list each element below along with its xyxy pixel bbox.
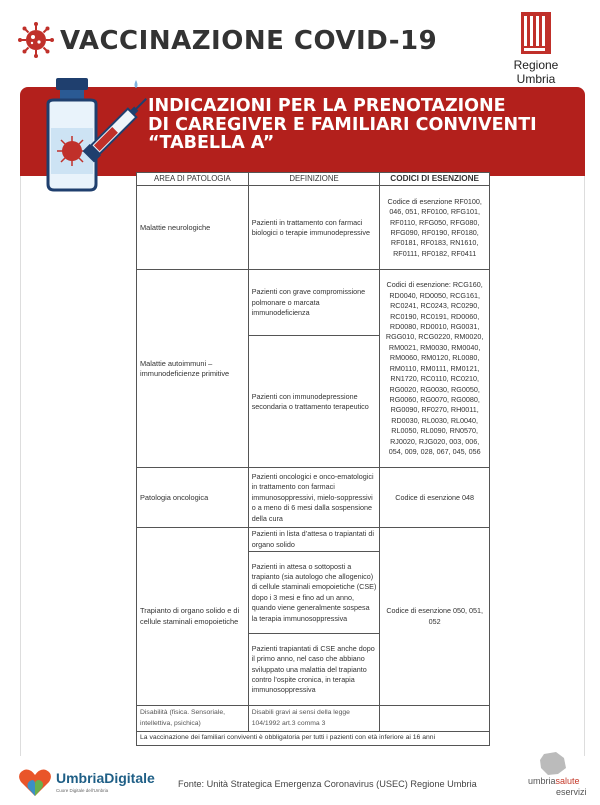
umbria-digitale-subtitle: Cuore Digitale dell'Umbria <box>56 788 109 793</box>
virus-icon <box>18 22 54 58</box>
region-emblem-icon <box>521 12 551 54</box>
table-note: La vaccinazione dei familiari conviventi è obbligatoria per tutti i pazienti con età inferiore ai 16 anni <box>137 732 490 745</box>
umbria-map-icon <box>538 752 568 776</box>
eservizi-text: eservizi <box>556 787 587 797</box>
heart-logo-icon <box>18 768 52 798</box>
source-text: Fonte: Unità Strategica Emergenza Coronavirus (USEC) Regione Umbria <box>178 779 477 789</box>
banner-title <box>148 97 578 153</box>
cell-area: Disabilità (fisica. Sensoriale, intellettiva, psichica) <box>137 706 249 732</box>
cell-def: Pazienti con immunodepressione secondaria o trattamento terapeutico <box>248 336 380 468</box>
region-name: Regione Umbria <box>513 58 559 86</box>
banner-line-3: “TABELLA A” <box>148 133 275 153</box>
header-area: AREA DI PATOLOGIA <box>137 173 249 186</box>
cell-def: Pazienti in lista d’attesa o trapiantati di organo solido <box>248 528 380 552</box>
cell-def: Pazienti trapiantati di CSE anche dopo il primo anno, nel caso che abbiano sviluppato una malattia del trapianto contro l’ospite cronica, in terapia immunosoppressiva <box>248 634 380 706</box>
cell-codes: Codice di esenzione 050, 051, 052 <box>380 528 490 706</box>
region-umbria-logo <box>496 12 576 86</box>
table-row <box>137 468 490 528</box>
cell-def: Pazienti con grave compromissione polmonare o marcata immunodeficienza <box>248 270 380 336</box>
cell-codes: Codice di esenzione 048 <box>380 468 490 528</box>
umbria-digitale-text: UmbriaDigitale <box>56 770 155 786</box>
umbria-salute-logo <box>528 752 598 802</box>
header-definizione: DEFINIZIONE <box>248 173 380 186</box>
cell-codes <box>380 706 490 732</box>
umbria-salute-text: umbriasalute <box>528 776 580 786</box>
cell-area: Malattie neurologiche <box>137 186 249 270</box>
umbria-digitale-logo <box>18 768 158 798</box>
banner-line-2: DI CAREGIVER E FAMILIARI CONVIVENTI <box>148 114 537 135</box>
cell-codes: Codici di esenzione: RCG160, RD0040, RD0050, RCG161, RC0241, RC0243, RC0290, RC0190, RC0191, RD0060, RD0080, RD0010, RG0031, RGG010, RCG0220, RM0020, RM0021, RM0030, RM0040, RM0060, RM0120, RL0080, RM0110, RM0111, RM0121, RN1720, RC0110, RC0210, RG0020, RG0030, RG0050, RG0060, RG0070, RG0080, RG0090, RF0270, RH0011, RD0030, RL0030, RL0040, RL0050, RL0090, RN0570, RJ0020, RJG020, 003, 006, 054, 009, 028, 067, 045, 056 <box>380 270 490 468</box>
cell-def: Pazienti in attesa o sottoposti a trapianto (sia autologo che allogenico) di cellule staminali emopoietiche (CSE) dopo i 3 mesi e fino ad un anno, quando viene generalmente sospesa la terapia immunosoppressiva <box>248 552 380 634</box>
table-row <box>137 270 490 336</box>
tabella-a <box>136 172 490 746</box>
table-header-row <box>137 173 490 186</box>
cell-def: Pazienti in trattamento con farmaci biologici o terapie immunodepressive <box>248 186 380 270</box>
table-note-row <box>137 732 490 745</box>
cell-def: Pazienti oncologici e onco-ematologici in trattamento con farmaci immunosoppressivi, mielo-soppressivi o a meno di 6 mesi dalla sospensione della cura <box>248 468 380 528</box>
cell-codes: Codice di esenzione RF0100, 046, 051, RF0100, RFG101, RF0110, RFG050, RFG080, RFG090, RF0190, RF0180, RF0181, RF0183, RN1610, RF0111, RF0182, RF0411 <box>380 186 490 270</box>
banner-line-1: INDICAZIONI PER LA PRENOTAZIONE <box>148 96 506 116</box>
header-codici: CODICI DI ESENZIONE <box>380 173 490 186</box>
table-row <box>137 186 490 270</box>
cell-area: Trapianto di organo solido e di cellule staminali emopoietiche <box>137 528 249 706</box>
cell-area: Malattie autoimmuni – immunodeficienze primitive <box>137 270 249 468</box>
vaccine-vial-syringe-icon <box>18 72 153 192</box>
cell-def: Disabili gravi ai sensi della legge 104/1992 art.3 comma 3 <box>248 706 380 732</box>
main-title: VACCINAZIONE COVID-19 <box>60 26 438 56</box>
table-row <box>137 528 490 552</box>
cell-area: Patologia oncologica <box>137 468 249 528</box>
table-row <box>137 706 490 732</box>
